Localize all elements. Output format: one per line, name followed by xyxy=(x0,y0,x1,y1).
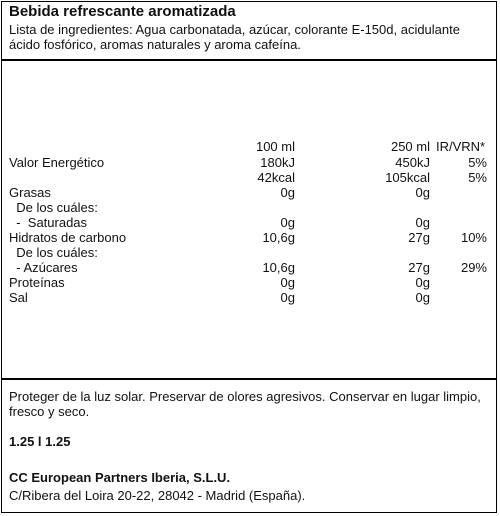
row-v250: 0g xyxy=(415,215,430,230)
company-name: CC European Partners Iberia, S.L.U. xyxy=(9,470,231,485)
row-label: Proteínas xyxy=(9,275,65,290)
row-ir: 5% xyxy=(468,155,487,170)
header-100ml: 100 ml xyxy=(255,139,295,154)
row-label: Grasas xyxy=(9,185,51,200)
storage-instructions: Proteger de la luz solar. Preservar de olores agresivos. Conservar en lugar limpio, fresco y seco. xyxy=(9,389,481,419)
row-v250: 0g xyxy=(415,275,430,290)
row-ir: 5% xyxy=(468,170,487,185)
row-v100: 0g xyxy=(280,215,295,230)
row-v100: 10,6g xyxy=(262,230,295,245)
row-v100: 0g xyxy=(280,275,295,290)
row-v100: 0g xyxy=(280,185,295,200)
row-label: - Saturadas xyxy=(9,215,88,230)
row-label: Sal xyxy=(9,290,28,305)
row-v250: 450kJ xyxy=(395,155,430,170)
row-ir: 29% xyxy=(460,260,487,275)
row-v250: 105kcal xyxy=(385,170,430,185)
row-v100: 0g xyxy=(280,290,295,305)
row-v100: 180kJ xyxy=(260,155,295,170)
row-v250: 0g xyxy=(415,290,430,305)
row-v250: 27g xyxy=(408,230,430,245)
header-ir-vrn: IR/VRN* xyxy=(436,139,486,154)
row-v100: 42kcal xyxy=(257,170,295,185)
volume: 1.25 l 1.25 xyxy=(9,434,71,449)
row-label: De los cuáles: xyxy=(9,245,98,260)
product-name: Bebida refrescante aromatizada xyxy=(9,3,236,20)
divider-top xyxy=(1,59,497,61)
row-label: Hidratos de carbono xyxy=(9,230,127,245)
company-address: C/Ribera del Loira 20-22, 28042 - Madrid (España). xyxy=(9,488,306,503)
row-label: - Azúcares xyxy=(9,260,78,275)
row-v250: 0g xyxy=(415,185,430,200)
ingredients-text: Lista de ingredientes: Agua carbonatada, azúcar, colorante E-150d, acidulante ácido fosfórico, aromas naturales y aroma cafeína. xyxy=(9,22,460,52)
row-label: Valor Energético xyxy=(9,155,105,170)
row-v250: 27g xyxy=(408,260,430,275)
header-250ml: 250 ml xyxy=(390,139,430,154)
row-ir: 10% xyxy=(460,230,487,245)
row-label: De los cuáles: xyxy=(9,200,98,215)
divider-middle xyxy=(1,378,497,380)
row-v100: 10,6g xyxy=(262,260,295,275)
